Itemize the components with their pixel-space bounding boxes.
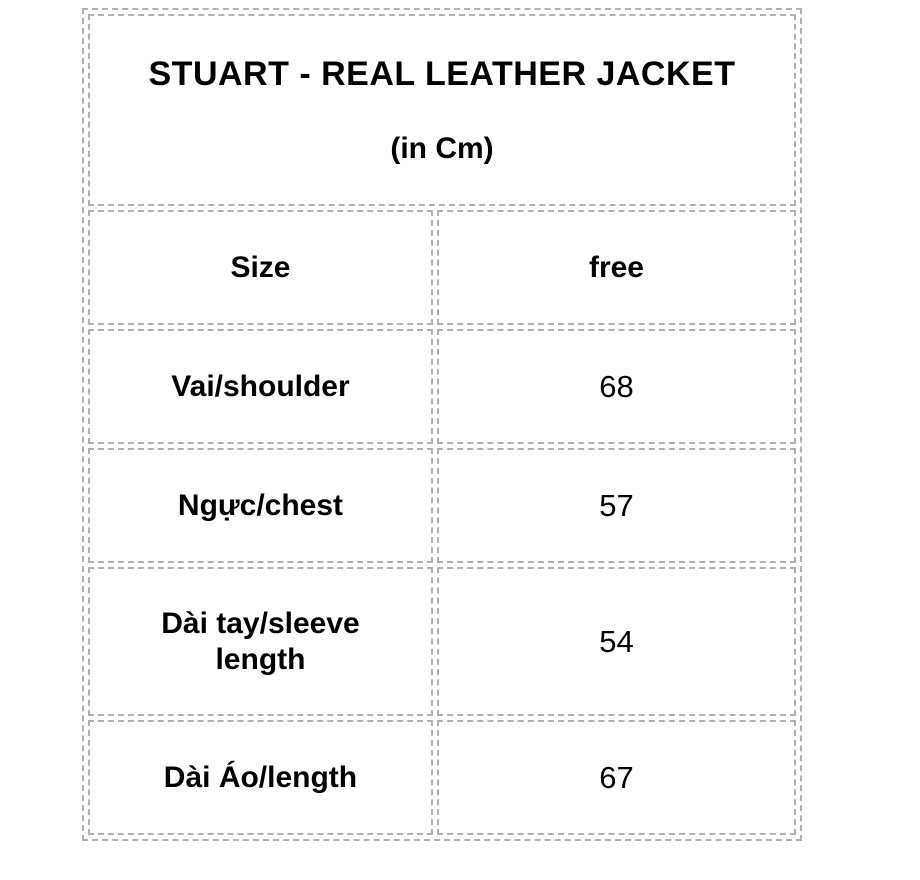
row-value-sleeve-length: 54	[437, 567, 796, 716]
column-header-row	[88, 210, 796, 325]
table-row-chest	[88, 448, 796, 563]
chart-title-row	[88, 14, 796, 206]
row-label-shoulder: Vai/shoulder	[88, 329, 433, 444]
chart-unit-label: (in Cm)	[390, 131, 494, 165]
chart-title: STUART - REAL LEATHER JACKET	[148, 54, 736, 93]
column-header-size: Size	[88, 210, 433, 325]
chart-title-stack	[91, 55, 793, 166]
table-row-sleeve-length	[88, 567, 796, 716]
row-label-chest: Ngực/chest	[88, 448, 433, 563]
row-label-sleeve-length: Dài tay/sleeve length	[88, 567, 433, 716]
row-value-chest: 57	[437, 448, 796, 563]
row-value-shoulder: 68	[437, 329, 796, 444]
size-chart-table	[82, 8, 802, 841]
table-row-length	[88, 720, 796, 835]
table-row-shoulder	[88, 329, 796, 444]
column-header-free: free	[437, 210, 796, 325]
chart-title-cell	[88, 14, 796, 206]
row-label-length: Dài Áo/length	[88, 720, 433, 835]
row-value-length: 67	[437, 720, 796, 835]
